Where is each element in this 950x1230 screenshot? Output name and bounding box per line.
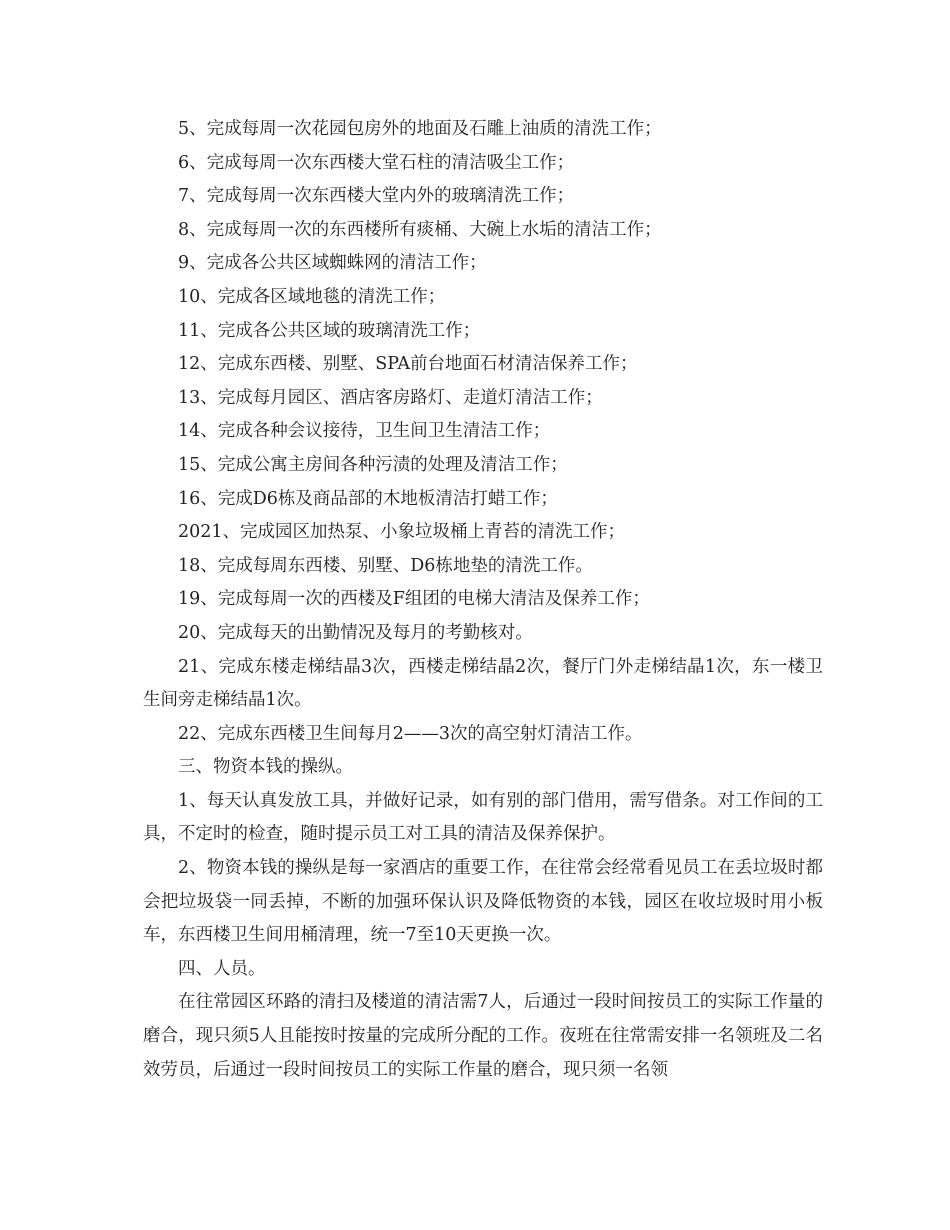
paragraph: 2、物资本钱的操纵是每一家酒店的重要工作，在往常会经常看见员工在丢垃圾时都会把垃圾袋一同丢掉，不断的加强环保认识及降低物资的本钱，园区在收垃圾时用小板车，东西楼卫生间用桶清理，统一7至10天更换一次。	[143, 858, 823, 946]
paragraph: 18、完成每周东西楼、别墅、D6栋地垫的清洗工作。	[178, 555, 593, 576]
paragraph: 在往常园区环路的清扫及楼道的清洁需7人，后通过一段时间按员工的实际工作量的磨合，现只须5人且能按时按量的完成所分配的工作。夜班在往常需安排一名领班及二名效劳员，后通过一段时间按员工的实际工作量的磨合，现只须一名领	[143, 992, 823, 1080]
paragraph: 12、完成东西楼、别墅、SPA前台地面石材清洁保养工作；	[178, 354, 638, 375]
paragraph: 21、完成东楼走梯结晶3次，西楼走梯结晶2次，餐厅门外走梯结晶1次，东一楼卫生间旁走梯结晶1次。	[143, 656, 823, 711]
paragraph: 9、完成各公共区域蜘蛛网的清洁工作；	[178, 253, 487, 274]
paragraph: 2021、完成园区加热泵、小象垃圾桶上青苔的清洗工作；	[178, 522, 626, 543]
paragraph: 10、完成各区域地毯的清洗工作；	[178, 286, 446, 307]
paragraph: 16、完成D6栋及商品部的木地板清洁打蜡工作；	[178, 488, 558, 509]
paragraph: 1、每天认真发放工具，并做好记录，如有别的部门借用，需写借条。对工作间的工具，不定时的检查，随时提示员工对工具的清洁及保养保护。	[143, 790, 823, 845]
paragraph: 22、完成东西楼卫生间每月2——3次的高空射灯清洁工作。	[178, 723, 643, 744]
paragraph: 6、完成每周一次东西楼大堂石柱的清洁吸尘工作；	[178, 152, 575, 173]
paragraph: 20、完成每天的出勤情况及每月的考勤核对。	[178, 622, 533, 643]
document-body	[143, 113, 823, 1087]
paragraph: 13、完成每月园区、酒店客房路灯、走道灯清洁工作；	[178, 387, 603, 408]
paragraph: 5、完成每周一次花园包房外的地面及石雕上油质的清洗工作；	[178, 119, 662, 139]
paragraph: 8、完成每周一次的东西楼所有痰桶、大碗上水垢的清洁工作；	[178, 219, 662, 240]
paragraph: 7、完成每周一次东西楼大堂内外的玻璃清洗工作；	[178, 186, 575, 207]
section-heading: 三、物资本钱的操纵。	[178, 757, 353, 778]
section-heading: 四、人员。	[178, 958, 266, 979]
paragraph: 11、完成各公共区域的玻璃清洗工作；	[178, 320, 481, 341]
paragraph: 15、完成公寓主房间各种污渍的处理及清洁工作；	[178, 454, 568, 475]
paragraph: 14、完成各种会议接待，卫生间卫生清洁工作；	[178, 421, 551, 442]
paragraph: 19、完成每周一次的西楼及F组团的电梯大清洁及保养工作；	[178, 589, 650, 610]
